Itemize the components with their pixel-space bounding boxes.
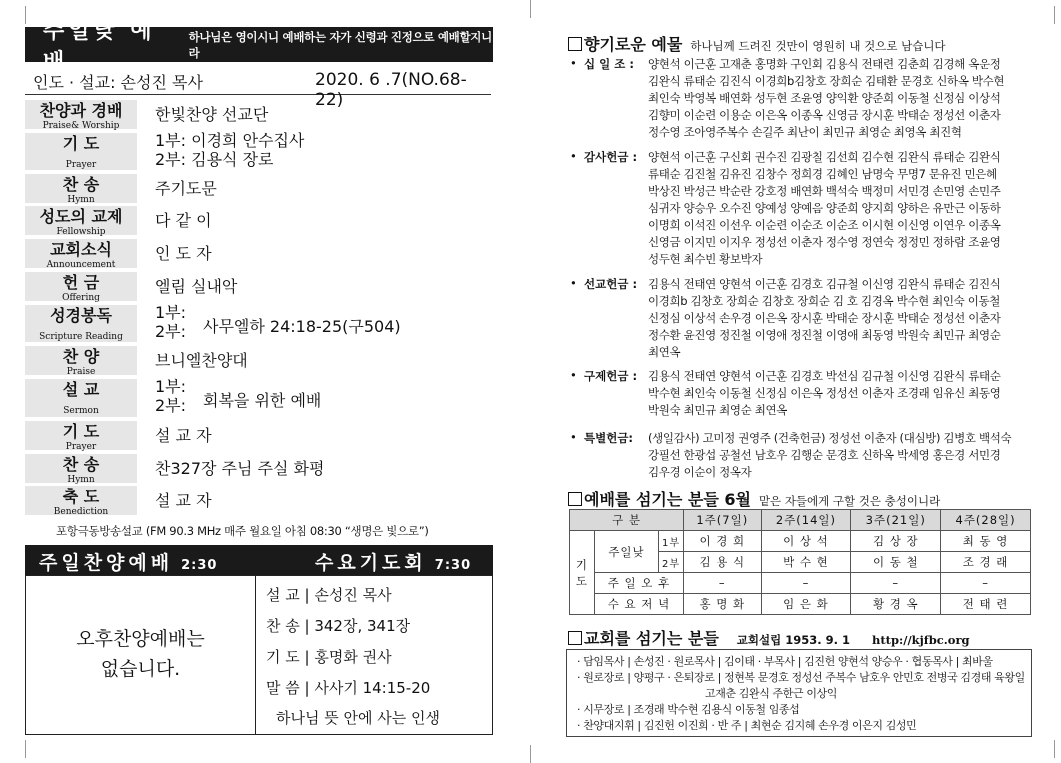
sunday-service-subtitle: 하나님은 영이시니 예배하는 자가 신령과 진정으로 예배할지니라 [188, 29, 492, 60]
order-value-line: 2부: [155, 322, 187, 341]
sunday-service-title: 주일낮 예배 [43, 18, 156, 75]
order-label-korean: 찬양과 경배 [39, 101, 123, 120]
duty-cell: – [684, 573, 762, 594]
center-fold-mark-top [530, 0, 531, 18]
square-bullet-icon [568, 492, 582, 506]
order-row [25, 206, 493, 235]
duty-header-cell: 3주(21일) [851, 510, 941, 531]
duty-header-cell: 2주(14일) [761, 510, 851, 531]
staff-line: · 시무장로 | 조경래 박수현 김용식 이동철 임종섭 [577, 703, 800, 716]
order-row [25, 133, 493, 170]
order-value [155, 425, 212, 446]
order-label-english: Praise& Worship [42, 121, 120, 131]
order-label-korean: 성도의 교제 [39, 207, 123, 226]
offering-names-line: 김향미 이순련 이용순 이은옥 이종옥 신영금 장시훈 박태순 정성선 이춘자 [648, 108, 1001, 122]
duty-row-label: 1부 [659, 531, 684, 552]
order-value-line: 인 도 자 [155, 244, 212, 263]
offering-label: 구제헌금 : [584, 369, 638, 383]
offerings-heading [568, 32, 946, 55]
offering-names-line: 성두현 최수빈 황보박자 [648, 252, 763, 266]
duty-cell: – [941, 573, 1031, 594]
order-label-english: Fellowship [56, 227, 106, 237]
crop-mark-bottom-left [25, 740, 44, 758]
offering-names-line: 박상진 박성근 박순란 강호정 배연화 백석숙 백정미 서민경 손민영 손민주 [648, 184, 1001, 198]
order-value-line: 한빛찬양 선교단 [155, 105, 269, 124]
duty-cell: 이 동 철 [851, 552, 941, 573]
offering-names-line: 박원숙 최민규 최영순 최연옥 [648, 403, 788, 417]
afternoon-notice [26, 624, 255, 684]
offerings-subtitle: 하나님께 드려진 것만이 영원히 내 것으로 남습니다 [690, 39, 946, 53]
order-value-line: 브니엘찬양대 [155, 351, 248, 370]
order-value-line: 1부: [155, 377, 187, 396]
order-value-line: 주기도문 [155, 179, 217, 198]
order-label [25, 174, 137, 203]
order-row [25, 100, 493, 129]
duty-table [569, 509, 1031, 615]
bulletin-date: 2020. 6 .7(NO.68-22) [315, 70, 467, 110]
offering-label: 선교헌금 : [584, 277, 638, 291]
order-label [25, 272, 137, 301]
church-website[interactable]: http://kjfbc.org [872, 633, 970, 647]
order-value-line: 다 같 이 [155, 211, 212, 230]
duty-cell: 이 상 석 [761, 531, 851, 552]
order-label-korean: 기 도 [62, 422, 100, 441]
order-value-line: 설 교 자 [155, 426, 212, 445]
offering-names [648, 368, 1034, 419]
afternoon-service-title: 주일찬양예배 [39, 552, 174, 574]
order-label-english: Announcement [46, 260, 116, 270]
evening-services-header [25, 545, 493, 575]
order-label [25, 305, 137, 342]
center-fold-mark-bottom [530, 745, 531, 763]
order-row [25, 272, 493, 301]
duty-cell: 조 경 래 [941, 552, 1031, 573]
order-value [155, 377, 186, 415]
order-label-korean: 축 도 [62, 487, 100, 506]
offerings-title: 향기로운 예물 [584, 35, 683, 54]
offering-names-line: 양현석 이근훈 고재춘 홍명화 구인회 김용식 전태련 김춘희 김경해 옥운정 [648, 57, 1001, 71]
order-value-detail: 회복을 위한 예배 [203, 391, 322, 410]
order-label-korean: 교회소식 [50, 240, 112, 259]
order-label [25, 486, 137, 515]
order-label-korean: 찬 송 [62, 455, 100, 474]
order-row [25, 379, 493, 417]
order-row [25, 486, 493, 515]
offering-names-line: 정수환 윤진영 정진철 이영애 정진철 이영애 최동영 박원숙 최민규 최영순 [648, 328, 1001, 342]
order-row [25, 174, 493, 203]
order-label-english: Benediction [53, 507, 109, 517]
service-leader: 인도 · 설교: 손성진 목사 [33, 73, 203, 92]
afternoon-notice-line: 없습니다. [100, 658, 181, 680]
evening-services-box [25, 575, 493, 735]
duty-cell: – [761, 573, 851, 594]
staff-line: 고재춘 김완식 주한근 이상익 [705, 687, 838, 700]
offering-names-line: 강필선 한광섭 공철선 남호우 김행순 문경호 신하옥 박세영 홍은경 서민경 [648, 448, 1001, 462]
order-label-english: Sermon [63, 406, 99, 416]
order-label-korean: 헌 금 [62, 273, 100, 292]
afternoon-service-heading [39, 548, 217, 575]
box-divider [255, 576, 256, 734]
duty-cell: 황 경 옥 [851, 594, 941, 615]
bullet-icon: • [570, 368, 577, 382]
order-label [25, 206, 137, 235]
offering-names [648, 56, 1034, 141]
order-value [155, 131, 304, 169]
offering-names-line: 김용식 전태연 양현석 이근훈 김경호 박선심 김규철 이신영 김완식 류태순 [648, 369, 1001, 383]
order-value-detail: 사무엘하 24:18-25(구504) [203, 317, 401, 336]
order-label-korean: 기 도 [62, 134, 100, 153]
order-label [25, 454, 137, 483]
duty-header-cell: 1주(7일) [684, 510, 762, 531]
order-value [155, 210, 212, 231]
duty-row-label: 2부 [659, 552, 684, 573]
offering-names-line: 신정심 이상석 손우경 이은옥 장시훈 박태순 장시훈 박태순 정성선 이춘자 [648, 311, 1001, 325]
order-value-line: 2부: [155, 396, 187, 415]
order-label-korean: 찬 양 [62, 347, 100, 366]
staff-line: · 담임목사 | 손성진 · 원로목사 | 김이태 · 부목사 | 김진헌 양현석 양승우 · 협동목사 | 최바울 [577, 655, 993, 668]
duty-header-cell: 4주(28일) [941, 510, 1031, 531]
order-label [25, 346, 137, 375]
order-value-line: 찬327장 주님 주실 화평 [155, 459, 325, 478]
order-value-line: 1부: 이경희 안수집사 [155, 131, 305, 150]
duty-title: 예배를 섬기는 분들 6월 [584, 490, 751, 509]
order-label-english: Prayer [65, 160, 97, 170]
crop-mark-top-left [25, 6, 44, 24]
wednesday-service-heading [315, 548, 471, 575]
offering-names [648, 276, 1034, 361]
sunday-service-header [25, 18, 493, 75]
order-label [25, 100, 137, 129]
duty-cell: 김 상 장 [851, 531, 941, 552]
order-value [155, 104, 268, 125]
offering-names-line: (생일감사) 고미정 권영주 (건축헌금) 정성선 이춘자 (대심방) 김병호 백석숙 [648, 431, 1012, 445]
offering-names-line: 최연옥 [648, 345, 681, 359]
order-value [155, 458, 324, 479]
order-label-korean: 찬 송 [62, 175, 100, 194]
order-value-line: 설 교 자 [155, 491, 212, 510]
wednesday-prayer: 기 도 | 홍명화 권사 [266, 648, 392, 666]
order-value-line: 2부: 김용식 장로 [155, 150, 274, 169]
order-value [155, 350, 248, 371]
order-label-english: Scripture Reading [39, 332, 123, 342]
order-value-line: 1부: [155, 303, 187, 322]
duty-cell: 김 용 식 [684, 552, 762, 573]
offering-names-line: 정수영 조아영주복수 손길주 최난이 최민규 최영순 최영옥 최진혁 [648, 125, 962, 139]
order-label-english: Praise [66, 367, 96, 377]
offering-names [648, 149, 1034, 268]
order-label-korean: 설 교 [62, 380, 100, 399]
afternoon-service-time: 2:30 [181, 558, 218, 573]
leader-line [25, 66, 491, 110]
church-staff-box [566, 649, 1032, 737]
duty-cell: 전 태 련 [941, 594, 1031, 615]
church-founded: 교회설립 1953. 9. 1 [736, 633, 850, 647]
offering-names-line: 신영금 이지민 이지우 정성선 이춘자 정수영 정연숙 정정민 정하람 조윤영 [648, 235, 1001, 249]
order-label-korean: 성경봉독 [50, 306, 112, 325]
broadcast-note: 포항극동방송설교 (FM 90.3 MHz 매주 월요일 아침 08:30 “생명은 빛으로”) [56, 524, 429, 538]
order-label [25, 133, 137, 170]
church-heading [568, 626, 1030, 649]
order-label-english: Prayer [65, 442, 97, 452]
duty-cell: 임 은 화 [761, 594, 851, 615]
offering-names-line: 김완식 류태순 김진식 이경희b김창호 장희순 김태환 문경호 신하옥 박수현 [648, 74, 1005, 88]
offering-names-line: 이명희 이석진 이선우 이순련 이순조 이순조 이시현 이신영 이연우 이종옥 [648, 218, 1001, 232]
order-label-english: Offering [62, 293, 100, 303]
order-row [25, 305, 493, 342]
order-label [25, 239, 137, 268]
order-label-english: Hymn [67, 195, 95, 205]
duty-cell: 박 수 현 [761, 552, 851, 573]
duty-side-label: 기 도 [570, 531, 595, 615]
offering-names [648, 430, 1034, 481]
order-row [25, 454, 493, 483]
duty-subtitle: 맡은 자들에게 구할 것은 충성이니라 [758, 494, 941, 508]
offering-names-line: 최인숙 박영복 배연화 성두현 조윤영 양익환 양준희 이동철 신정심 이상석 [648, 91, 1001, 105]
bullet-icon: • [570, 430, 577, 444]
bullet-icon: • [570, 149, 577, 163]
order-value [155, 303, 186, 341]
offering-names-line: 김용식 전태연 양현석 이근훈 김경호 김규철 이신영 김완식 류태순 김진식 [648, 277, 1001, 291]
offering-names-line: 이경희b 김창호 장희순 김창호 장희순 김 호 김경옥 박수현 최인숙 이동철 [648, 294, 1001, 308]
duty-cell: 홍 명 화 [684, 594, 762, 615]
order-value-line: 엘림 실내악 [155, 277, 238, 296]
staff-line: · 찬양대지휘 | 김진헌 이진희 · 반 주 | 최현순 김지혜 손우경 이은지 김성민 [577, 719, 917, 732]
wednesday-service-title: 수요기도회 [315, 552, 427, 574]
offering-names-line: 양현석 이근훈 구신회 권수진 김광칠 김선희 김수현 김완식 류태순 김완식 [648, 150, 1001, 164]
duty-header-cell: 구 분 [570, 510, 684, 531]
duty-sunday-label: 주일낮 [594, 531, 658, 573]
wednesday-hymn: 찬 송 | 342장, 341장 [266, 617, 411, 635]
duty-row-label: 주 일 오 후 [594, 573, 683, 594]
square-bullet-icon [568, 631, 582, 645]
duty-row-label: 수 요 저 녁 [594, 594, 683, 615]
offering-names-line: 류태순 김진철 김유진 김창수 정희경 김혜인 남명숙 무명7 문유진 민은혜 [648, 167, 997, 181]
order-value [155, 276, 237, 297]
duty-cell: 이 경 희 [684, 531, 762, 552]
order-row [25, 239, 493, 268]
offering-names-line: 김우경 이순이 정옥자 [648, 465, 752, 479]
afternoon-notice-line: 오후찬양예배는 [76, 628, 205, 650]
staff-line: · 원로장로 | 양평구 · 은퇴장로 | 정현복 문경호 정성선 주복수 남호우 안민호 전병국 김경태 육왕일 [577, 671, 1025, 684]
wednesday-service-time: 7:30 [434, 558, 472, 573]
order-row [25, 421, 493, 450]
duty-cell: 최 동 영 [941, 531, 1031, 552]
bullet-icon: • [570, 276, 577, 290]
offering-names-line: 박수현 최인숙 이동철 신정심 이은옥 정성선 이춘자 조경래 임유신 최동영 [648, 386, 1001, 400]
offering-names-line: 심귀자 양승우 오수진 양예성 양예음 양준희 양지희 양하은 유만근 이동하 [648, 201, 1001, 215]
offering-label: 특별헌금: [584, 431, 634, 445]
square-bullet-icon [568, 37, 582, 51]
order-label [25, 379, 137, 417]
wednesday-scripture: 말 씀 | 사사기 14:15-20 [266, 679, 431, 697]
wednesday-preacher: 설 교 | 손성진 목사 [266, 586, 392, 604]
crop-mark-top-right [1036, 6, 1055, 24]
order-value [155, 243, 212, 264]
bullet-icon: • [570, 56, 577, 70]
duty-heading [568, 487, 940, 510]
offering-label: 감사헌금 : [584, 150, 638, 164]
order-value [155, 178, 217, 199]
wednesday-sermon-title: 하나님 뜻 안에 사는 인생 [276, 709, 440, 727]
order-value [155, 490, 212, 511]
offering-label: 십 일 조 : [584, 57, 634, 71]
church-title: 교회를 섬기는 분들 [584, 629, 719, 648]
order-label [25, 421, 137, 450]
crop-mark-bottom-right [1036, 740, 1055, 758]
order-label-english: Hymn [67, 475, 95, 485]
order-row [25, 346, 493, 375]
duty-cell: – [851, 573, 941, 594]
